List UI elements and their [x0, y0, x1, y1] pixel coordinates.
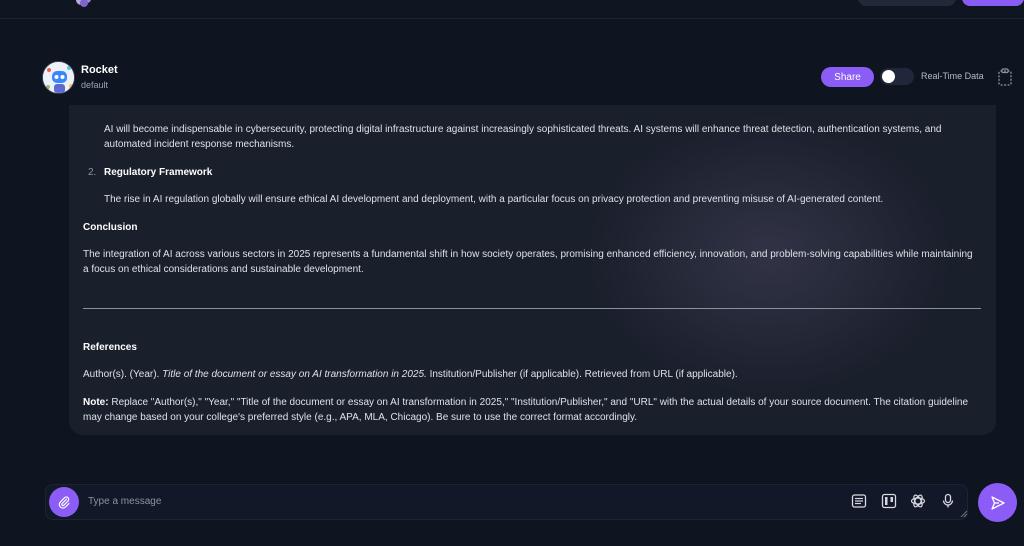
assistant-message [69, 105, 996, 435]
bot-avatar [42, 61, 75, 94]
send-icon [990, 495, 1006, 511]
send-button[interactable] [978, 483, 1017, 522]
conclusion-paragraph: The integration of AI across various sectors in 2025 represents a fundamental shift in how society operates, promising enhanced efficiency, innovation, and problem-solving capabilities while maintaining a focus on ethical considerations and sustainable development. [83, 249, 973, 275]
resize-handle-icon[interactable] [960, 510, 968, 518]
conclusion-heading: Conclusion [83, 222, 138, 233]
document-lines-icon[interactable] [851, 493, 867, 509]
kanban-board-icon[interactable] [881, 493, 897, 509]
note-text: Replace "Author(s)," "Year," "Title of the document or essay on AI transformation in 2025," "Institution/Publisher," and "URL" with the actual details of your source document. The citation guideline may change based on your college's preferred style (e.g., APA, MLA, Chicago). Be sure to use the correct format accordingly. [83, 397, 969, 423]
paperclip-icon [57, 495, 71, 509]
top-primary-button[interactable] [962, 0, 1024, 6]
app-logo-icon[interactable] [72, 0, 96, 10]
regulatory-paragraph: The rise in AI regulation globally will ensure ethical AI development and deployment, with a particular focus on privacy protection and preventing misuse of AI-generated content. [104, 194, 884, 205]
note-label: Note: [83, 397, 109, 408]
reference-entry [83, 367, 983, 382]
horizontal-divider [83, 308, 981, 309]
reference-title: Title of the document or essay on AI transformation in 2025. [162, 369, 427, 380]
note-paragraph [83, 395, 978, 425]
attach-button[interactable] [49, 487, 79, 517]
realtime-data-label: Real-Time Data [921, 71, 984, 81]
microphone-icon[interactable] [940, 493, 956, 509]
clipboard-icon[interactable] [998, 68, 1012, 86]
bot-name: Rocket [81, 64, 118, 76]
share-button[interactable]: Share [821, 67, 874, 87]
toggle-knob [882, 70, 895, 83]
bot-model-label: default [81, 80, 109, 90]
top-bar [0, 0, 1024, 19]
openai-logo-icon[interactable] [910, 493, 926, 509]
cybersecurity-paragraph: AI will become indispensable in cybersecurity, protecting digital infrastructure against increasingly sophisticated threats. AI systems will enhance threat detection, authentication systems, and automated incident response mechanisms. [104, 124, 942, 150]
list-item-title: Regulatory Framework [104, 167, 213, 178]
message-input[interactable] [88, 492, 648, 510]
realtime-data-toggle[interactable] [880, 68, 914, 85]
list-number: 2. [88, 167, 97, 178]
references-heading: References [83, 342, 137, 353]
reference-authors: Author(s). (Year). [83, 369, 163, 380]
top-nav-button[interactable] [858, 0, 956, 6]
reference-publisher: Institution/Publisher (if applicable). Retrieved from URL (if applicable). [426, 369, 738, 380]
chat-header [0, 55, 1024, 105]
robot-avatar-icon [43, 62, 75, 94]
